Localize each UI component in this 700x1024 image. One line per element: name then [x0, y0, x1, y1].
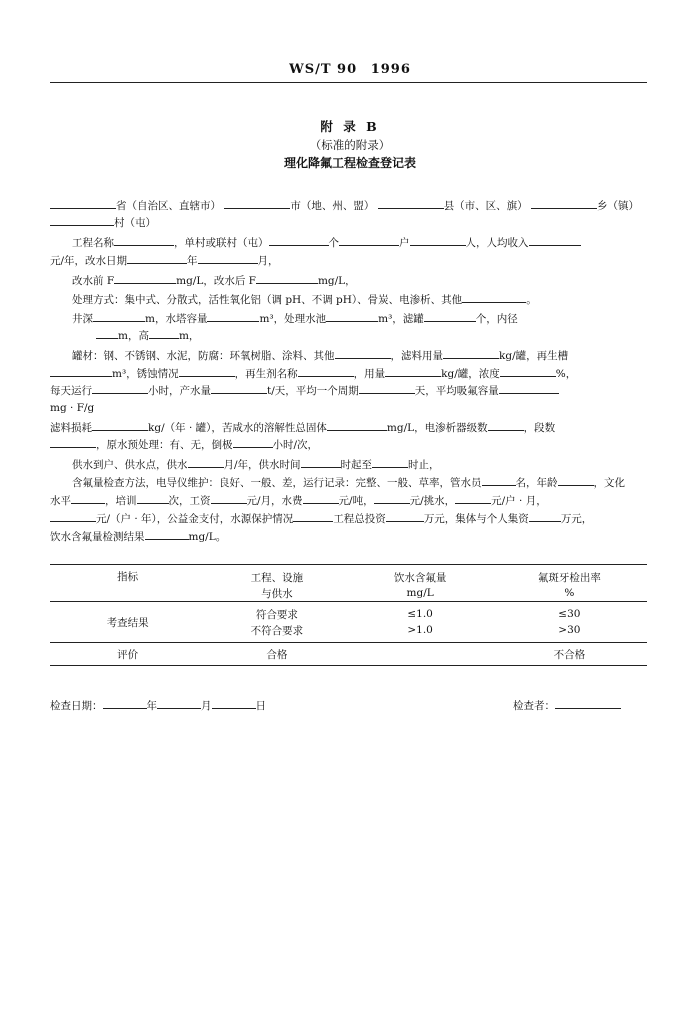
label: m³，处理水池 — [259, 313, 327, 325]
label: 小时，产水量 — [148, 385, 211, 397]
label: kg/罐，再生槽 — [499, 350, 569, 362]
form-line-operation — [50, 383, 647, 398]
label: 含氟量检查方法，电导仪维护：良好、一般、差，运行记录：完整、一般、草率，管水员 — [72, 477, 482, 489]
coating-other-field[interactable] — [335, 348, 391, 359]
result-label: 考查结果 — [50, 602, 205, 643]
form-line-facilities — [50, 311, 647, 326]
appendix-title: 附 录 B — [320, 119, 380, 134]
fluoride-limit-ok: ≤1.0 — [348, 602, 491, 623]
regen-agent-field[interactable] — [298, 366, 354, 377]
label: 。 — [526, 294, 537, 306]
income-field[interactable] — [529, 235, 581, 246]
form-line-dimensions — [50, 328, 647, 343]
reversal-field[interactable] — [233, 437, 273, 448]
age-field[interactable] — [558, 475, 594, 486]
footer — [50, 698, 647, 713]
form-line-method — [50, 292, 647, 307]
form-line-fluoride — [50, 273, 647, 288]
county-field[interactable] — [378, 198, 444, 209]
operator-count-field[interactable] — [482, 475, 516, 486]
investment-field[interactable] — [386, 511, 424, 522]
tank-count-field[interactable] — [424, 311, 476, 322]
label: %， — [555, 368, 577, 380]
label: 元/挑水， — [409, 495, 456, 507]
standard-code: WS/T 90 — [289, 62, 358, 77]
supply-end-field[interactable] — [372, 457, 408, 468]
date-label: 检查日期： — [50, 700, 103, 712]
table-row — [50, 602, 647, 623]
pool-field[interactable] — [326, 311, 378, 322]
annual-fee-field[interactable] — [50, 511, 96, 522]
check-day-field[interactable] — [212, 698, 256, 709]
form-line-tank-material — [50, 348, 647, 363]
label: ，单村或联村（屯） — [174, 237, 269, 249]
label: 元/吨， — [338, 495, 374, 507]
standard-year: 1996 — [370, 62, 411, 77]
label: 小时/次， — [272, 439, 319, 451]
label: 天，平均吸氟容量 — [414, 385, 499, 397]
table-header-row — [50, 565, 647, 586]
label: 井深 — [72, 313, 93, 325]
header-rule — [50, 82, 647, 83]
label: 年 — [146, 700, 157, 712]
label: 县（市、区、旗） — [443, 200, 528, 212]
appendix-type: （标准的附录） — [309, 138, 391, 152]
label: 名，年龄 — [515, 477, 558, 489]
form-line-costs — [50, 493, 647, 508]
household-count-field[interactable] — [339, 235, 399, 246]
well-depth-field[interactable] — [93, 311, 145, 322]
header-fluoride: 饮水含氟量 — [348, 565, 491, 586]
township-field[interactable] — [531, 198, 597, 209]
header-dental-rate: 氟斑牙检出率 — [492, 565, 647, 586]
label: mg/L， — [317, 275, 356, 287]
label: t/天，平均一个周期 — [267, 385, 359, 397]
supply-months-field[interactable] — [188, 457, 224, 468]
stage-count-field[interactable] — [488, 420, 524, 431]
label: 年 — [187, 255, 198, 267]
label: 月， — [257, 255, 279, 267]
label: 元/月，水费 — [246, 495, 303, 507]
label: ，培训 — [105, 495, 137, 507]
water-fee-field[interactable] — [303, 493, 339, 504]
daily-hours-field[interactable] — [92, 383, 148, 394]
label: 时止， — [408, 459, 440, 471]
table-row — [50, 643, 647, 666]
eval-fail: 不合格 — [492, 643, 647, 666]
form-line-project — [50, 235, 647, 250]
eval-label: 评价 — [50, 643, 205, 666]
title-block — [0, 118, 700, 172]
tower-capacity-field[interactable] — [207, 311, 259, 322]
form-line-village — [50, 215, 647, 230]
fluoride-before-field[interactable] — [114, 273, 176, 284]
label: 元/年，改水日期 — [50, 255, 128, 267]
filter-loss-field[interactable] — [92, 420, 148, 431]
inspector-label: 检查者： — [513, 700, 555, 712]
fundraising-field[interactable] — [529, 511, 561, 522]
per-load-fee-field[interactable] — [374, 493, 410, 504]
form-line-pretreatment — [50, 437, 647, 452]
label: 乡（镇） — [597, 200, 640, 212]
protection-field[interactable] — [293, 511, 333, 522]
label: 省（自治区、直辖市） — [116, 200, 221, 212]
output-field[interactable] — [211, 383, 267, 394]
label: kg/罐，浓度 — [441, 368, 500, 380]
province-field[interactable] — [50, 198, 116, 209]
label: 饮水含氟量检测结果 — [50, 531, 145, 543]
inspector-field[interactable] — [555, 698, 621, 709]
eval-pass: 合格 — [205, 643, 348, 666]
form-line-unit — [50, 401, 647, 415]
household-fee-field[interactable] — [455, 493, 491, 504]
village-field[interactable] — [50, 215, 114, 226]
label: m， — [178, 330, 200, 342]
label: ，滤料用量 — [390, 350, 443, 362]
label: 元/（户 · 年），公益金支付，水源保护情况 — [96, 513, 294, 525]
diameter-field[interactable] — [96, 328, 118, 339]
filter-amount-field[interactable] — [443, 348, 499, 359]
standard-header — [0, 62, 700, 77]
height-field[interactable] — [149, 328, 179, 339]
method-other-field[interactable] — [462, 292, 526, 303]
form-line-date — [50, 253, 647, 268]
label: 个 — [328, 237, 339, 249]
label: 市（地、州、盟） — [290, 200, 375, 212]
form-line-supply — [50, 457, 647, 472]
label: 处理方式：集中式、分散式，活性氧化铝（调 pH、不调 pH）、骨炭、电渗析、其他 — [72, 294, 463, 306]
form-title: 理化降氟工程检查登记表 — [283, 156, 416, 170]
label: 时起至 — [340, 459, 373, 471]
reform-year-field[interactable] — [127, 253, 187, 264]
cycle-days-field[interactable] — [359, 383, 415, 394]
test-result-field[interactable] — [145, 529, 189, 540]
label: 水平 — [50, 495, 71, 507]
corrosion-field[interactable] — [179, 366, 235, 377]
label: m³，锈蚀情况 — [112, 368, 179, 380]
section-count-field[interactable] — [50, 437, 96, 448]
label: 人，人均收入 — [465, 237, 529, 249]
check-year-field[interactable] — [103, 698, 147, 709]
label: m³，滤罐 — [378, 313, 424, 325]
label: 万元，集体与个人集资 — [423, 513, 529, 525]
training-field[interactable] — [137, 493, 169, 504]
fluoride-after-field[interactable] — [256, 273, 318, 284]
label: kg/（年 · 罐），苦咸水的溶解性总固体 — [148, 422, 327, 434]
form-line-maintenance — [50, 475, 647, 490]
supply-start-field[interactable] — [301, 457, 341, 468]
dental-limit-fail: >30 — [558, 624, 581, 636]
eval-empty — [348, 643, 491, 666]
inspector-group — [513, 698, 621, 713]
label: 工程总投资 — [333, 513, 386, 525]
header-fluoride-unit: mg/L — [406, 587, 434, 599]
label: 供水到户、供水点，供水 — [72, 459, 188, 471]
label: 改水前 F — [72, 275, 115, 287]
header-dental-unit: % — [564, 587, 575, 599]
label: ，用量 — [353, 368, 386, 380]
label: 月 — [201, 700, 212, 712]
label: 月/年，供水时间 — [223, 459, 301, 471]
label: 村（屯） — [114, 217, 156, 229]
label: 工程名称 — [72, 237, 114, 249]
project-name-field[interactable] — [114, 235, 174, 246]
inspection-table — [50, 564, 647, 666]
form-line-loss — [50, 420, 647, 435]
label: m，水塔容量 — [145, 313, 208, 325]
label: ，段数 — [523, 422, 556, 434]
reform-month-field[interactable] — [198, 253, 258, 264]
label: ，再生剂名称 — [234, 368, 298, 380]
label: mg · F/g — [50, 402, 95, 414]
label: 日 — [255, 700, 266, 712]
form-line-investment — [50, 511, 647, 526]
population-field[interactable] — [410, 235, 466, 246]
check-month-field[interactable] — [157, 698, 201, 709]
label: 元/户 · 月， — [491, 495, 547, 507]
label: ，原水预处理：有、无，倒极 — [96, 439, 233, 451]
header-facility: 工程、设施 — [205, 565, 348, 586]
fluoride-limit-fail: >1.0 — [407, 624, 433, 636]
label: 个，内径 — [475, 313, 518, 325]
label: mg/L，电渗析器级数 — [386, 422, 488, 434]
salary-field[interactable] — [211, 493, 247, 504]
label: m，高 — [118, 330, 149, 342]
label: mg/L。 — [188, 531, 227, 543]
form-line-location — [50, 198, 647, 213]
dosage-field[interactable] — [385, 366, 441, 377]
village-count-field[interactable] — [269, 235, 329, 246]
noncompliant-cell: 不符合要求 — [250, 624, 304, 637]
label: 罐材：钢、不锈钢、水泥，防腐：环氧树脂、涂料、其他 — [72, 350, 335, 362]
concentration-field[interactable] — [500, 366, 556, 377]
label: mg/L，改水后 F — [176, 275, 256, 287]
city-field[interactable] — [224, 198, 290, 209]
dental-limit-ok: ≤30 — [492, 602, 647, 623]
education-field[interactable] — [71, 493, 105, 504]
regen-tank-field[interactable] — [50, 366, 112, 377]
label: 次，工资 — [168, 495, 211, 507]
label: 万元， — [560, 513, 593, 525]
form-line-regeneration — [50, 366, 647, 381]
compliant-cell: 符合要求 — [205, 602, 348, 623]
tds-field[interactable] — [327, 420, 387, 431]
label: 每天运行 — [50, 385, 92, 397]
label: ，文化 — [593, 477, 625, 489]
header-indicator: 指标 — [50, 565, 205, 602]
label: 户 — [399, 237, 410, 249]
adsorption-field[interactable] — [499, 383, 559, 394]
label: 滤料损耗 — [50, 422, 92, 434]
form-line-result — [50, 529, 647, 544]
header-facility-sub: 与供水 — [261, 587, 293, 600]
